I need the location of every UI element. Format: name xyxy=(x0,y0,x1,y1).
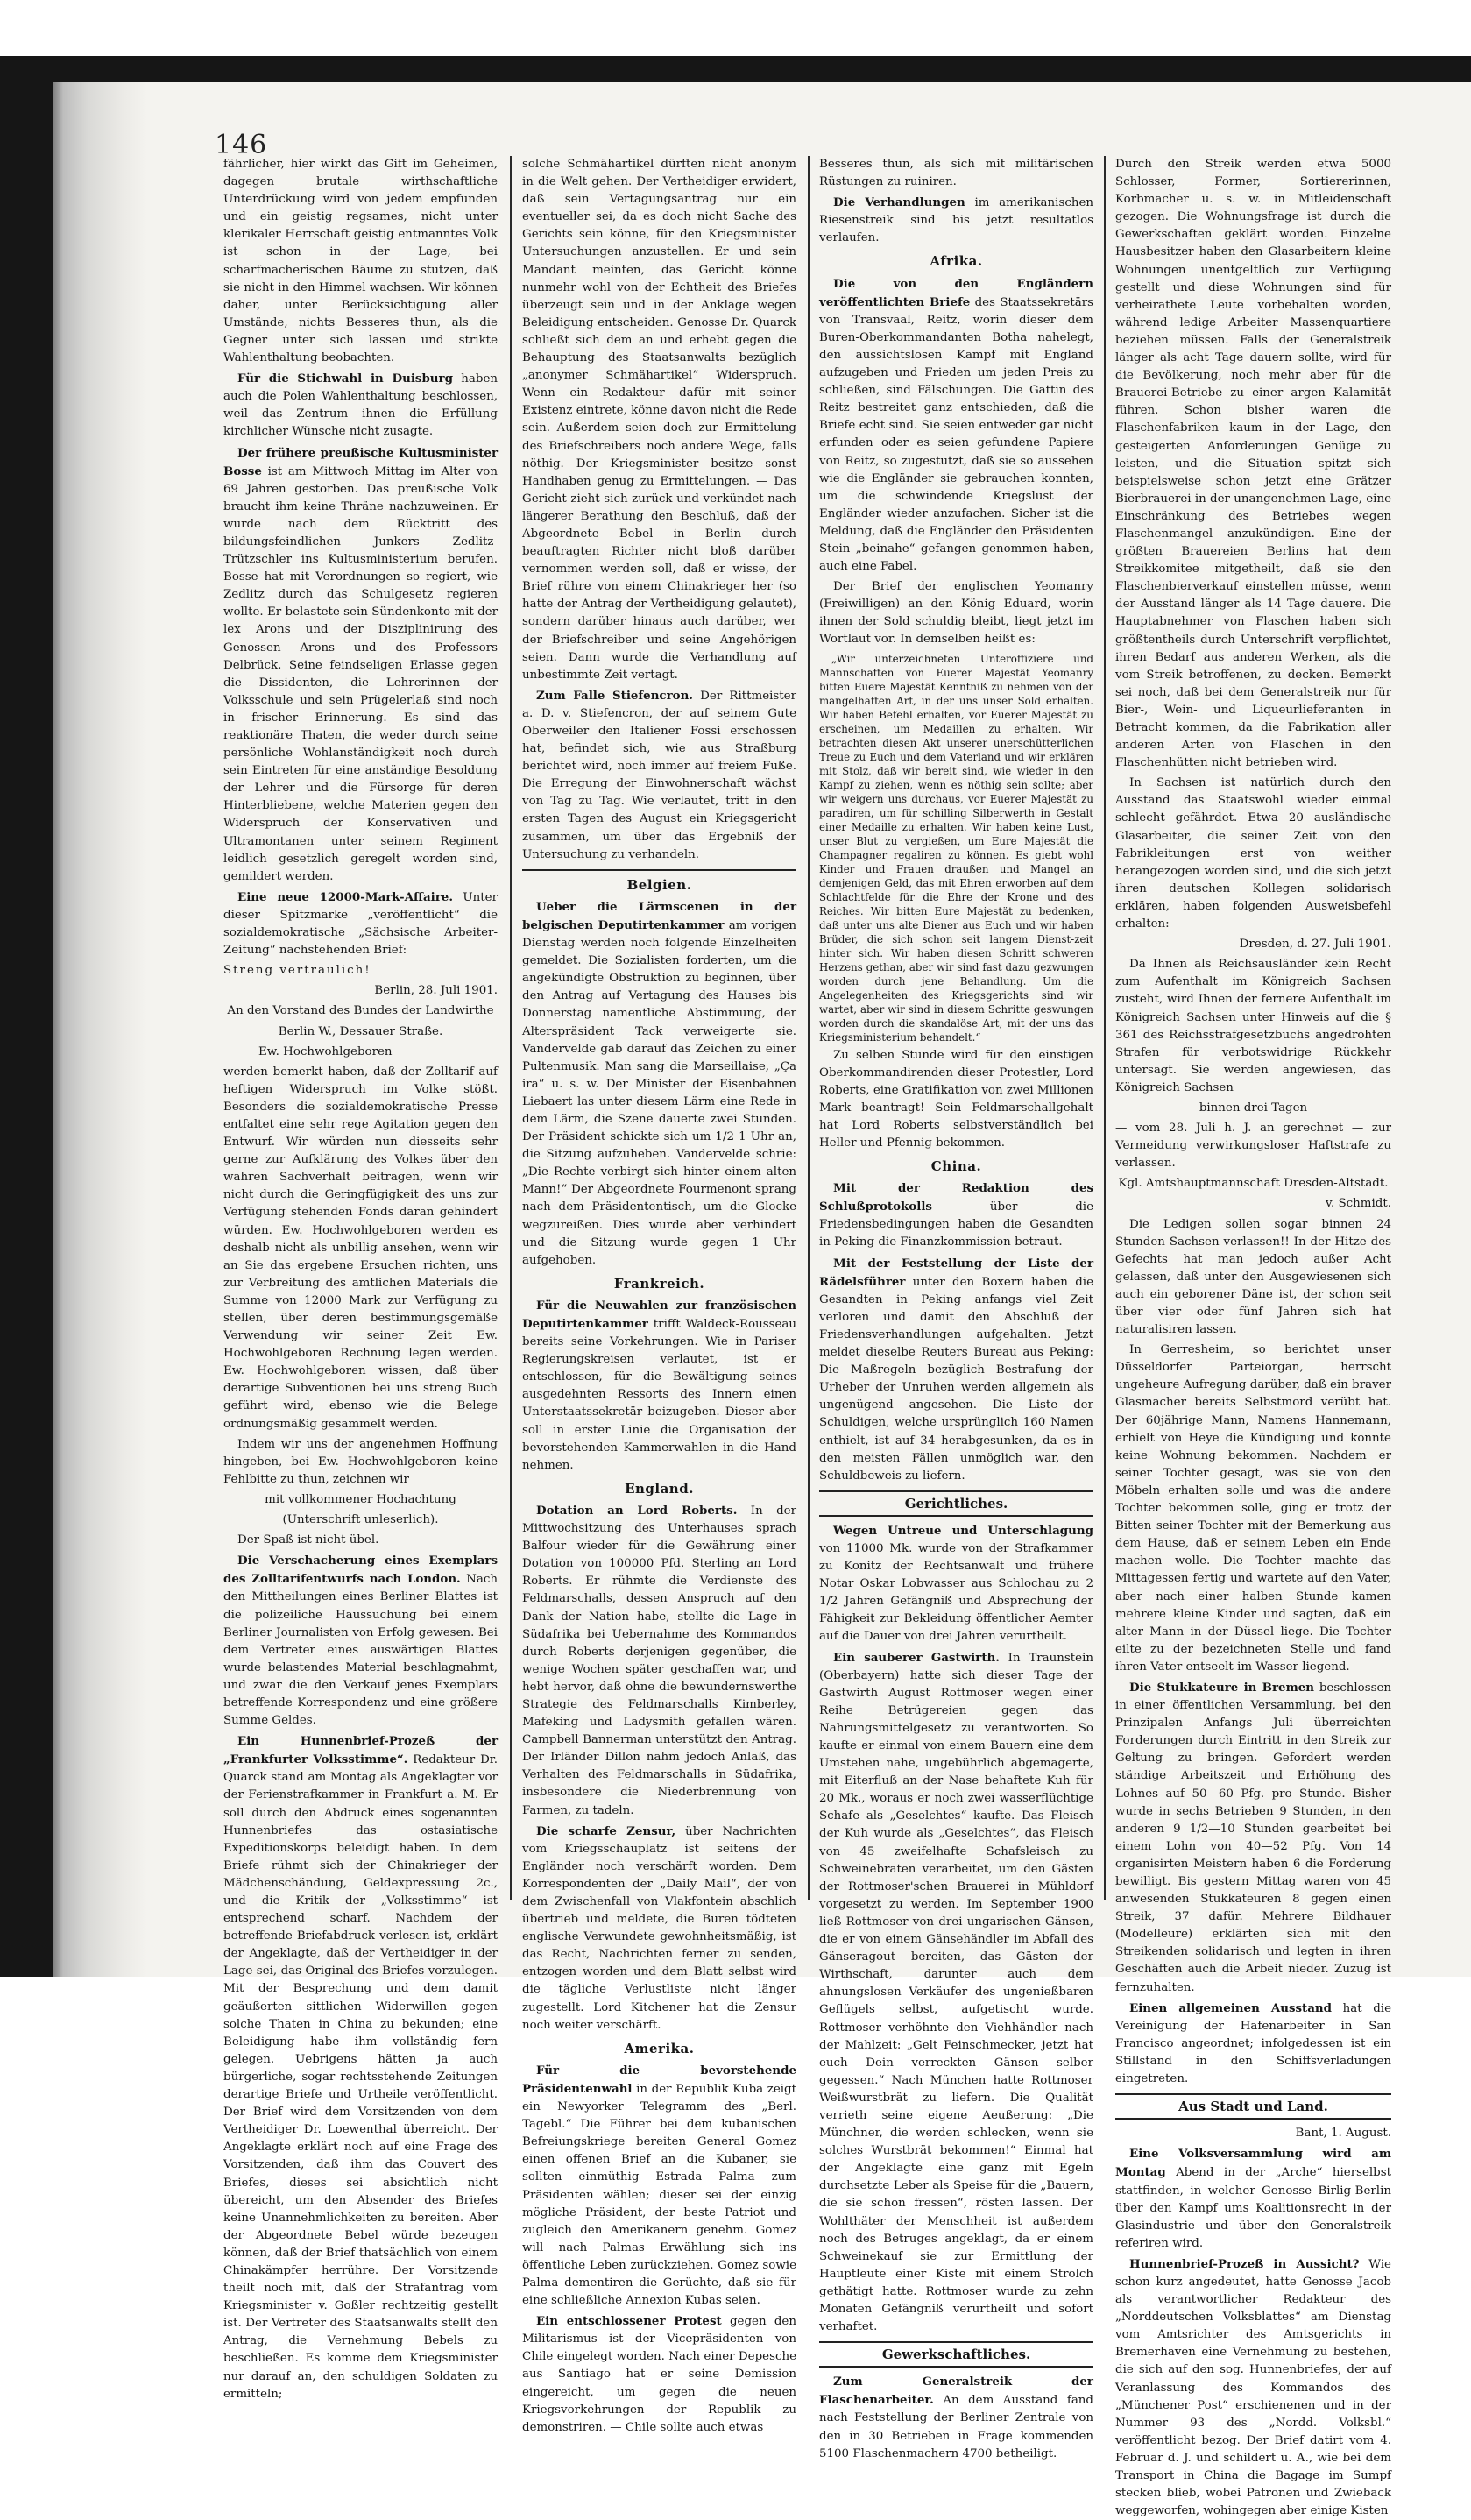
section-rule xyxy=(522,869,796,871)
article-lead: Mit der Feststellung der Liste der Rädelsführer xyxy=(819,1256,1093,1289)
letter-salutation: Ew. Hochwohlgeboren xyxy=(258,1044,393,1058)
section-heading-afrika: Afrika. xyxy=(930,253,983,270)
article-text: In der Mittwochsitzung des Unterhauses sprach Balfour wieder für die Gewährung einer Dotation von 100000 Pfd. Sterling an Lord Roberts. Er rühmte die Verdienste des Feldmarschalls, dessen Anspruch auf den Dank der Nation habe, stellte die Lage in Südafrika bei Uebernahme des Kommandos durch Roberts derjenigen gegenüber, die wenige Wochen später geschaffen war, und hebt hervor, daß ohne die bewundernswerthe Strategie des Feldmarschalls Kimberley, Mafeking und Ladysmith gefallen wären. Campbell Bannerman unterstützt den Antrag. Der Irländer Dillon nahm jedoch Anlaß, das Verhalten des Feldmarschalls in Südafrika, insbesondere die Niederbrennung von Farmen, zu tadeln. xyxy=(522,1504,797,1817)
local-dateline: Bant, 1. August. xyxy=(1295,2127,1391,2141)
paragraph: Zu selben Stunde wird für den einstigen Oberkommandirenden dieser Protestler, Lord Roberts, eine Gratifikation von zwei Millionen Mark beantragt! Sein Feldmarschallgehalt hat Lord Roberts selbstverständlich bei Heller und Pfennig bekommen. xyxy=(819,1048,1093,1150)
article-text: In Traunstein (Oberbayern) hatte sich dieser Tage der Gastwirth August Rottmoser wegen einer Reihe Betrügereien gegen das Nahrungsmittelgesetz zu verantworten. So kaufte er einmal von einem Bauern eine dem Umstehen nahe, ungebührlich abgemagerte, mit Eiterfluß an der Nase behaftete Kuh für 20 Mk., woraus er noch zwei wasserflüchtige Schafe als „Geselchtes“ kaufte. Das Fleisch der Kuh wurde als „Geselchtes“, das Fleisch von 45 zweifelhafte Schafsleisch zu Schweinebraten verarbeitet, um den Gästen der Rottmoser'schen Brauerei in Mühldorf vorgesetzt zu werden. Im September 1900 ließ Rottmoser von drei ungarischen Gänsen, die er von einem Gänsehändler im Abfall des Gänseragout bereiten, das Gästen der Wirthschaft, darunter auch dem ahnungslosen Verkäufer des ungenießbaren Geflügels selbst, aufgetischt wurde. Rottmoser verhöhnte den Viehhändler nach der Mahlzeit: „Gelt Feinschmecker, jetzt hat euch Dein verreckten Gänsen selber gegessen.“ Nach München hatte Rottmoser Weißwurstbrät zu liefern. Die Qualität verrieth seine eigene Aeußerung: „Die Münchner, die werden schlecken, wenn sie solches Wurstbrät bekommen!“ Einmal hat der Angeklagte eine ganz mit Egeln durchsetzte Leber als Speise für die „Bauern, die sie schon fressen“, rösten lassen. Der Wohlthäter der Menschheit ist außerdem noch des Betruges angeklagt, da er einem Schweinekauf sie zur Ermittlung der Hauptleute einer Kiste mit einem Strolch gethätigt hatte. Rottmoser wurde zu zehn Monaten Gefängniß verurtheilt und sofort verhaftet. xyxy=(819,1651,1093,2334)
article-lead: Zum Generalstreik der Flaschenarbeiter. xyxy=(819,2375,1093,2408)
paragraph: Besseres thun, als sich mit militärischen Rüstungen zu ruiniren. xyxy=(819,158,1093,189)
page-number: 146 xyxy=(215,130,268,160)
letter-body: werden bemerkt haben, daß der Zolltarif auf heftigen Widerspruch im Volke stößt. Besonders die sozialdemokratische Presse entfaltet eine sehr rege Agitation gegen den Entwurf. Wir würden nun diesseits sehr gerne zur Aufklärung des Volkes über den wahren Sachverhalt beitragen, wenn wir nicht durch die Geringfügigkeit des uns zur Verfügung stehenden Fonds daran gehindert würden. Ew. Hochwohlgeboren werden es deshalb nicht als unbillig ansehen, wenn wir an Sie das ergebene Ersuchen richten, uns zur Verbreitung des amtlichen Materials die Summe von 12000 Mark zur Verfügung zu stellen, über deren bestimmungsgemäße Verwendung wir seiner Zeit Ew. Hochwohlgeboren Rechnung legen werden. Ew. Hochwohlgeboren wissen, daß über derartige Subventionen bei uns streng Buch geführt wird, ebenso wie die Belege ordnungsmäßig gesammelt werden. xyxy=(223,1065,498,1431)
section-heading-china: China. xyxy=(930,1158,982,1175)
article-schlussprotokoll xyxy=(819,1179,1093,1251)
column-3 xyxy=(819,156,1093,2460)
letter-closing: Indem wir uns der angenehmen Hoffnung hingeben, bei Ew. Hochwohlgeboren keine Fehlbitte zu thun, zeichnen wir xyxy=(223,1437,498,1486)
paragraph: In Sachsen ist natürlich durch den Ausstand das Staatswohl wieder einmal schlecht gefährdet. Etwa 20 ausländische Glasarbeiter, die seiner Zeit von den Fabrikleitungen erst von weither herangezogen worden sind, und die sich jetzt ihren deutschen Kollegen solidarisch erklären, haben folgenden Ausweisbefehl erhalten: xyxy=(1115,776,1391,931)
article-text: haben auch die Polen Wahlenthaltung beschlossen, weil das Zentrum ihnen die Erfüllung kirchlicher Wünsche nicht zusagte. xyxy=(223,372,498,439)
article-kuba xyxy=(522,2062,796,2310)
section-heading-gerichtliches: Gerichtliches. xyxy=(819,1490,1093,1517)
letter-address: An den Vorstand des Bundes der Landwirthe xyxy=(227,1004,494,1018)
column-2 xyxy=(522,156,797,2434)
scan-border-top xyxy=(0,56,1471,82)
article-bosse xyxy=(223,444,498,886)
article-text: trifft Waldeck-Rousseau bereits seine Vorkehrungen. Wie in Pariser Regierungskreisen verlautet, ist er entschlossen, für die Bewältigung seines ausgedehnten Ressorts des Innern einen Unterstaatssekretär beizugeben. Dieser aber soll in erster Linie die Organisation der bevorstehenden Kammerwahlen in die Hand nehmen. xyxy=(522,1318,796,1472)
section-heading-england: England. xyxy=(625,1480,694,1497)
article-hafenarbeiter xyxy=(1115,2000,1391,2088)
article-lead: Die Verhandlungen xyxy=(833,195,965,210)
article-lead: Eine Volksversammlung wird am Montag xyxy=(1115,2147,1391,2180)
article-reitz-briefe xyxy=(819,275,1093,577)
article-stiefencron xyxy=(522,687,796,864)
article-generalstreik xyxy=(819,2373,1093,2462)
article-lead: Hunnenbrief-Prozeß in Aussicht? xyxy=(1129,2256,1360,2271)
article-gastwirth xyxy=(819,1649,1093,2337)
article-text: An dem Ausstand fand nach Feststellung der Berliner Zentrale von den in 30 Betrieben in Frage kommenden 5100 Flaschenmachern 4700 betheiligt. xyxy=(819,2394,1093,2460)
section-heading-frankreich: Frankreich. xyxy=(613,1275,705,1292)
article-frankreich xyxy=(522,1297,796,1475)
article-lead: Mit der Redaktion des Schlußprotokolls xyxy=(819,1181,1093,1214)
article-text: unter den Boxern haben die Gesandten in Peking anfangs viel Zeit verloren und damit den Abschluß der Friedensverhandlungen aufgehalten. Jetzt meldet dieselbe Reuters Bureau aus Peking: Die Maßregeln bezüglich Bestrafung der Urheber der Unruhen werden allgemein als ungenügend angesehen. Die Liste der Schuldigen, welche ursprünglich 160 Namen enthielt, ist auf 34 herabgesunken, da es in den meisten Fällen unmöglich war, den Schuldbeweis zu liefern. xyxy=(819,1275,1093,1483)
article-text: ist am Mittwoch Mittag im Alter von 69 Jahren gestorben. Das preußische Volk braucht ihm keine Thräne nachzuweinen. Er wurde nach dem Rücktritt des bildungsfeindlichen Junkers Zedlitz-Trützschler ins Kultusministerium berufen. Bosse hat mit Verordnungen so regiert, wie Zedlitz durch das Schulgesetz regieren wollte. Er belastete sein Sündenkonto mit der lex Arons und der Disziplinirung des Genossen Arons und des Professors Delbrück. Seine feindseligen Erlasse gegen die Dissidenten, die Lehrerinnen der Volksschule und sein Prügelerlaß sind noch in frischer Erinnerung. Es sind das reaktionäre Thaten, die weder durch seine persönliche Wohlanständigkeit noch durch sein Eintreten für eine anständige Besoldung der Lehrer und die Fürsorge für deren Hinterbliebene, welche Materien gegen den Widerspruch der Konservativen und Ultramontanen unter seinem Regiment leidlich gesetzlich geregelt worden sind, gemildert werden. xyxy=(223,464,498,883)
article-text: Unter dieser Spitzmarke „veröffentlicht“ die sozialdemokratische „Sächsische Arbeiter-Zeitung“ nachstehenden Brief: xyxy=(223,890,498,958)
article-text: Der Rittmeister a. D. v. Stiefencron, der auf seinem Gute Oberweiler den Italiener Fossi erschossen hat, befindet sich, wie aus Straßburg berichtet wird, noch immer auf freiem Fuße. Die Erregung der Einwohnerschaft wächst von Tag zu Tag. Wie verlautet, tritt in den ersten Tagen des August ein Kriegsgericht zusammen, um über das Ergebniß der Untersuchung zu verhandeln. xyxy=(522,689,796,861)
article-lead: Einen allgemeinen Ausstand xyxy=(1129,2000,1332,2015)
article-text: in der Republik Kuba zeigt ein Newyorker Telegramm des „Berl. Tagebl.“ Die Führer bei dem kubanischen Befreiungskriege bereiten General Gomez einen offenen Brief an die Kubaner, sie sollten einmüthig Estrada Palma zum Präsidenten wählen; dieser sei der einzig mögliche Präsident, der beste Patriot und zugleich den Amerikanern genehm. Gomez will nach Palmas Erwählung sich ins öffentliche Leben zurückziehen. Gomez sowie Palma dementiren die Gerüchte, daß sie für eine schließliche Annexion Kubas seien. xyxy=(522,2082,796,2308)
article-lead: Eine neue 12000-Mark-Affaire. xyxy=(237,889,453,904)
article-text: Redakteur Dr. Quarck stand am Montag als Angeklagter vor der Ferienstrafkammer in Frankfurt a. M. Er soll durch den Abdruck eines sogenannten Hunnenbriefes das ostasiatische Expeditionskorps beleidigt haben. In dem Briefe rühmt sich der Chinakrieger der Mädchenschändung, Geldexpressung 2c., und die Kritik der „Volksstimme“ ist entsprechend scharf. Nachdem der betreffende Briefabdruck verlesen ist, erklärt der Angeklagte, daß der Vertheidiger in der Lage sei, das Original des Briefes vorzulegen. Mit der Besprechung und dem damit geäußerten sittlichen Widerwillen gegen solche Thaten in China zu bekunden; eine Beleidigung habe ihm vollständig fern gelegen. Uebrigens hätten ja auch bürgerliche, sogar rechtsstehende Zeitungen derartige Briefe und Urtheile veröffentlicht. Der Brief wird dem Vorsitzenden von dem Vertheidiger Dr. Loewenthal überreicht. Der Angeklagte erklärt noch auf eine Frage des Vorsitzenden, daß ihm das Couvert des Briefes, dieses sei absichtlich nicht übereicht, um den Absender des Briefes keine Unannehmlichkeiten zu bereiten. Aber der Abgeordnete Bebel würde bezeugen können, daß der Brief thatsächlich von einem Chinakämpfer herrühre. Der Vorsitzende theilt noch mit, daß der Strafantrag vom Kriegsminister v. Goßler rechtzeitig gestellt ist. Der Vertreter des Staatsanwalts stellt den Antrag, die Vernehmung Bebels zu beschließen. Es komme dem Kriegsminister nur darauf an, den schuldigen Soldaten zu ermitteln; xyxy=(223,1753,498,2401)
paragraph: fährlicher, hier wirkt das Gift im Geheimen, dagegen brutale wirthschaftliche Unterdrückung wird von jedem empfunden und ein geistig regsames, nicht unter klerikaler Herrschaft geistig entmanntes Volk ist schon in der Lage, bei scharfmacherischen Bäume zu stutzen, daß sie nicht in den Himmel wachsen. Wir können daher, unter Berücksichtigung aller Umstände, nichts Besseres thun, als die Gegner unter sich lassen und strikte Wahlenthaltung beobachten. xyxy=(223,158,498,365)
article-volksversammlung xyxy=(1115,2145,1391,2253)
order-authority: Kgl. Amtshauptmannschaft Dresden-Altstadt. xyxy=(1118,1177,1389,1191)
article-text: des Staatssekretärs von Transvaal, Reitz, worin dieser dem Buren-Oberkommandanten Botha nahelegt, den aussichtslosen Kampf mit England aufzugeben und Frieden um jeden Preis zu schließen, sind Fälschungen. Die Gattin des Reitz bestreitet ganz entschieden, daß die Briefe echt sind. Sie seien entweder gar nicht erfunden oder es seien gefundene Papiere von Reitz, so zugestutzt, daß sie so aussehen wie die Engländer sie gebrauchen konnten, um die schwindende Kriegslust der Engländer wieder anzufachen. Sicher ist die Meldung, daß die Engländer den Präsidenten Stein „beinahe“ gefangen genommen haben, auch eine Fabel. xyxy=(819,295,1093,574)
article-12000-mark xyxy=(223,888,498,959)
section-heading-belgien: Belgien. xyxy=(626,876,692,893)
article-lead: Dotation an Lord Roberts. xyxy=(536,1503,738,1518)
scan-border-left xyxy=(0,56,53,1977)
article-untreue xyxy=(819,1522,1093,1646)
article-roberts xyxy=(522,1502,796,1820)
article-stukkateure xyxy=(1115,1679,1391,1997)
article-text: von 11000 Mk. wurde von der Strafkammer zu Konitz der Rechtsanwalt und frühere Notar Oskar Lobwasser aus Schlochau zu 2 1/2 Jahren Gefängniß und Absprechung der Fähigkeit zur Bekleidung öffentlicher Aemter auf die Dauer von drei Jahren verurtheilt. xyxy=(819,1541,1093,1644)
column-4 xyxy=(1115,156,1391,2518)
article-lead: Ueber die Lärmscenen in der belgischen Deputirtenkammer xyxy=(522,899,796,932)
section-heading-gewerkschaftliches: Gewerkschaftliches. xyxy=(819,2341,1093,2368)
paragraph: Durch den Streik werden etwa 5000 Schlosser, Former, Sortiererinnen, Korbmacher u. s. w. in Mitleidenschaft gezogen. Die Wohnungsfrage ist durch die Gewerkschaften geklärt worden. Einzelne Hausbesitzer haben den Glasarbeitern kleine Wohnungen unentgeltlich zur Verfügung gestellt und diese Wohnungen sind für verheirathete Leute vorbehalten worden, während ledige Arbeiter Massenquartiere beziehen müssen. Falls der Generalstreik länger als acht Tage dauern sollte, wird für die Bevölkerung, noch mehr aber für die Brauerei-Betriebe zu einer argen Kalamität führen. Schon bisher waren die Flaschenfabriken kaum in der Lage, den gesteigerten Anforderungen Genüge zu leisten, und die Situation spitzt sich beispielsweise schon jetzt eine Grätzer Bierbrauerei in der unangenehmen Lage, eine Einschränkung des Betriebes wegen Flaschenmangel anzukündigen. Eine der größten Brauereien Berlins hat dem Streikkomitee mitgetheilt, daß sie den Flaschenbierverkauf einstellen müsse, wenn der Ausstand länger als 14 Tage dauere. Die Hauptabnehmer von Flaschen haben sich größtentheils durch Unterschrift verpflichtet, ihren Bedarf aus anderen Werken, als die vom Streik betroffenen, zu decken. Bemerkt sei noch, daß bei dem Generalstreik nur für Bier-, Wein- und Liqueurlieferanten in Betracht kommen, da die Fabrikation aller anderen Arten von Flaschen in den Flaschenhütten nicht betrieben wird. xyxy=(1115,158,1391,770)
article-text: am vorigen Dienstag werden noch folgende Einzelheiten gemeldet. Die Sozialisten forderten, um die angekündigte Obstruktion zu beginnen, über den Antrag auf Vertagung des Hauses bis Donnerstag namentliche Abstimmung, der Alterspräsident Tack verweigerte sie. Vandervelde gab darauf das Zeichen zu einer Pultenmusik. Man sang die Marseillaise, „Ça ira“ u. s. w. Der Minister der Eisenbahnen Liebaert las unter diesem Lärm eine Rede in dem Lärm, die Szene dauerte zwei Stunden. Der Präsident schickte sich um 1/2 1 Uhr an, die Sitzung aufzuheben. Vandervelde schrie: „Die Rechte verbirgt sich hinter einem alten Mann!“ Der Abgeordnete Fourmenont sprang nach dem Präsidententisch, um die Glocke wegzureißen. Dies wurde aber verhindert und die Sitzung wurde gegen 1 Uhr aufgehoben. xyxy=(522,918,796,1267)
letter-dateline: Berlin, 28. Juli 1901. xyxy=(374,984,498,998)
article-text: Abend in der „Arche“ hierselbst stattfinden, in welcher Genosse Birlig-Berlin über den Kampf ums Koalitionsrecht in der Glasindustrie und über den Generalstreik referiren wird. xyxy=(1115,2166,1391,2250)
article-duisburg xyxy=(223,370,498,441)
article-text: Wie schon kurz angedeutet, hatte Genosse Jacob als verantwortlicher Redakteur des „Norddeutschen Volksblattes“ am Dienstag vom Amtsrichter des Amtsgerichts in Bremerhaven eine Vernehmung zu bestehen, die sich auf den sog. Hunnenbriefes, der auf Veranlassung des Kommandos des „Münchener Post“ erschienenen und in der Nummer 93 des „Nordd. Volksbl.“ veröffentlicht bezog. Der Brief datirt vom 4. Februar d. J. und schildert u. A., wie bei dem Transport in China die Bagage im Sumpf stecken blieb, wobei Patronen und Zwieback weggeworfen, wohingegen aber einige Kisten xyxy=(1115,2257,1391,2518)
article-text: beschlossen in einer öffentlichen Versammlung, bei den Prinzipalen Anfangs Juli überreichten Forderungen durch Eintritt in den Streik zur Geltung zu bringen. Gefordert werden ständige Arbeitszeit und Erhöhung des Lohnes auf 50—60 Pfg. pro Stunde. Bisher wurde in sechs Betrieben 9 Stunden, in den anderen 9 1/2—10 Stunden gearbeitet bei einem Lohn von 40—52 Pfg. Von 14 organisirten Meistern haben 6 die Forderung bewilligt. Bis gestern Mittag waren von 45 anwesenden Stukkateuren 8 gegen einen Streik, 37 dafür. Mehrere Bildhauer (Modelleure) erklärten sich mit den Streikenden solidarisch und legten in ihren Geschäften auch die Arbeit nieder. Zuzug ist fernzuhalten. xyxy=(1115,1681,1391,1994)
order-deadline: binnen drei Tagen xyxy=(1199,1101,1308,1115)
column-1 xyxy=(223,156,498,2401)
article-lead: Für die bevorstehende Präsidentenwahl xyxy=(522,2063,796,2096)
section-heading-stadt-land: Aus Stadt und Land. xyxy=(1115,2093,1391,2120)
article-belgien xyxy=(522,898,796,1270)
article-lead: Die Verschacherung eines Exemplars des Zolltarifentwurfs nach London. xyxy=(223,1554,498,1587)
article-lead: Der frühere preußische Kultusminister Bosse xyxy=(223,445,498,478)
paragraph: Der Spaß ist nicht übel. xyxy=(237,1533,379,1547)
article-chile xyxy=(522,2312,796,2437)
article-lead: Für die Neuwahlen zur französischen Deputirtenkammer xyxy=(522,1298,796,1331)
article-lead: Ein Hunnenbrief-Prozeß der „Frankfurter Volksstimme“. xyxy=(223,1734,498,1767)
article-lead: Die scharfe Zensur, xyxy=(536,1823,676,1838)
article-riesenstreik xyxy=(819,194,1093,247)
binding-shadow xyxy=(53,82,147,1977)
article-text: im amerikanischen Riesenstreik sind bis jetzt resultatlos verlaufen. xyxy=(819,196,1093,245)
article-lead: Für die Stichwahl in Duisburg xyxy=(237,372,453,386)
column-rule xyxy=(1104,156,1106,1900)
column-rule xyxy=(808,156,810,1900)
letter-signature: mit vollkommener Hochachtung xyxy=(265,1492,456,1506)
section-heading-amerika: Amerika. xyxy=(624,2040,695,2056)
article-zensur xyxy=(522,1823,796,2035)
order-deadline-detail: — vom 28. Juli h. J. an gerechnet — zur Vermeidung verwirkungsloser Haftstrafe zu verlassen. xyxy=(1115,1122,1391,1171)
article-text: hat die Vereinigung der Hafenarbeiter in San Francisco angeordnet; infolgedessen ist ein Stillstand in den Schiffsverladungen eingetreten. xyxy=(1115,2001,1391,2086)
article-lead: Wegen Untreue und Unterschlagung xyxy=(833,1523,1093,1538)
article-lead: Die von den Engländern veröffentlichten Briefe xyxy=(819,276,1093,309)
article-text: über Nachrichten vom Kriegsschauplatz ist seitens der Engländer noch verschärft worden. Dem Korrespondenten der „Daily Mail“, der von dem Zwischenfall von Vlakfontein abschlich übertrieb und meldete, die Buren tödteten englische Verwundete gewohnheitsmäßig, ist das Recht, Nachrichten ferner zu senden, entzogen worden und dem Blatt selbst wird die tägliche Verlustliste nicht länger zugestellt. Lord Kitchener hat die Zensur noch weiter verschärft. xyxy=(522,1824,797,2032)
article-lead: Zum Falle Stiefencron. xyxy=(536,688,693,703)
letter-address: Berlin W., Dessauer Straße. xyxy=(278,1024,443,1038)
paragraph: Der Brief der englischen Yeomanry (Freiwilligen) an den König Eduard, worin ihnen der Sold schuldig bleibt, liegt jetzt im Wortlaut vor. In demselben heißt es: xyxy=(819,580,1093,647)
order-dateline: Dresden, d. 27. Juli 1901. xyxy=(1239,938,1391,952)
paragraph: solche Schmähartikel dürften nicht anonym in die Welt gehen. Der Vertheidiger erwidert, daß sein Vertagungsantrag nur ein eventueller sei, da es doch nicht Sache des Gerichts sein könne, für den Kriegsminister Untersuchungen anzustellen. Er und sein Mandant meinten, das Gericht könne nunmehr wohl von der Echtheit des Briefes überzeugt sein und in der Anklage wegen Beleidigung entscheiden. Genosse Dr. Quarck schließt sich dem an und erhebt gegen die Behauptung des Staatsanwalts bezüglich „anonymer Schmähartikel“ Widerspruch. Wenn ein Redakteur dafür mit seiner Existenz eintrete, könne davon nicht die Rede sein. Außerdem seien doch zur Ermittelung des Briefschreibers noch andere Wege, falls nöthig. Der Kriegsminister besitze sonst Handhaben genug zu Ermittelungen. — Das Gericht zieht sich zurück und verkündet nach längerer Berathung den Beschluß, daß der Abgeordnete Bebel in Berlin durch beauftragten Richter nicht bloß darüber vernommen werden soll, daß er wisse, der Brief rühre von einem Chinakrieger her (so hatte der Antrag der Vertheidigung gelautet), sondern darüber hinaus auch darüber, wer der Briefschreiber und seine Angehörigen seien. Dann wurde die Verhandlung auf unbestimmte Zeit vertagt. xyxy=(522,158,796,682)
article-zolltarif xyxy=(223,1552,498,1730)
letter-confidential: Streng vertraulich! xyxy=(223,964,371,978)
article-lead: Die Stukkateure in Bremen xyxy=(1129,1680,1314,1695)
paragraph: In Gerresheim, so berichtet unser Düsseldorfer Parteiorgan, herrscht ungeheure Aufregung darüber, daß ein braver Glasmacher bereits Selbstmord verübt hat. Der 60jährige Mann, Namens Hannemann, erhielt von Heye die Kündigung und konnte keine Wohnung bekommen. Nachdem er seiner Tochter gesagt, was sie von den Möbeln erhalten solle und was die andere Tochter bekommen solle, ging er trotz der Bitten seiner Tochter mit der Bemerkung aus dem Hause, daß er seinem Leben ein Ende machen wolle. Die Tochter machte das Mittagessen fertig und wartete auf den Vater, aber nach einer halben Stunde kamen mehrere kleine Kinder und sagten, daß ein alter Mann in der Düssel liege. Die Tochter eilte zu der bezeichneten Stelle und fand ihren Vater entseelt im Wasser liegend. xyxy=(1115,1343,1391,1674)
article-lead: Ein sauberer Gastwirth. xyxy=(833,1650,1000,1665)
article-text: Nach den Mittheilungen eines Berliner Blattes ist die polizeiliche Haussuchung bei einem Berliner Journalisten von Erfolg gewesen. Bei dem Vertreter eines auswärtigen Blattes wurde belastendes Material beschlagnahmt, und zwar die den Verkauf jenes Exemplars betreffende Korrespondenz und eine größere Summe Geldes. xyxy=(223,1573,498,1728)
article-hunnenbrief xyxy=(223,1732,498,2403)
column-rule xyxy=(510,156,512,1900)
article-hunnenbrief-prozess xyxy=(1115,2255,1391,2520)
paragraph: Die Ledigen sollen sogar binnen 24 Stunden Sachsen verlassen!! In der Hitze des Gefechts hat man jedoch außer Acht gelassen, daß unter den Ausgewiesenen sich auch ein geborener Däne ist, der schon seit über vier oder fünf Jahren sich hat naturalisiren lassen. xyxy=(1115,1217,1391,1337)
article-lead: Ein entschlossener Protest xyxy=(536,2314,722,2329)
quoted-letter: „Wir unterzeichneten Unteroffiziere und Mannschaften von Euerer Majestät Yeomanry bitten Euere Majestät Kenntniß zu nehmen von der mangelhaften Art, in der uns unser Sold erhalten. Wir haben Befehl erhalten, vor Euerer Majestät zu erscheinen, um Medaillen zu erhalten. Wir betrachten diesen Akt unserer unerschütterlichen Treue zu Euch und dem Vaterland und wir erklären mit Stolz, daß wir bereit sind, wie wieder in den Kampf zu ziehen, wenn es nöthig sein sollte; aber wir weigern uns durchaus, vor Euerer Majestät zu paradiren, um für schilling Silberwerth in Gestalt einer Medaille zu erhalten. Wir haben keine Lust, unser Blut zu vergießen, um Eure Majestät die Champagner regaliren zu können. Es giebt wohl Kinder und Frauen draußen und Mangel an demjenigen Geld, das mit Ehren erworben auf dem Schlachtfelde für die Ehre der Krone und des Reiches. Wir bitten Eure Majestät zu bedenken, daß unter uns alte Diener aus Euch und wir haben Brüder, die sich schon seit langem Dienst-zeit hinter sich. Wir haben diesen Schritt schweren Herzens gethan, aber wir sind fast dazu gezwungen worden durch jene Behandlung. Um die Angelegenheiten des Kriegsgerichts sind wir wartet, aber wir sind in diesem Schritte geswungen worden durch die skandalöse Art, mit der uns das Kriegsministerium behandelt.“ xyxy=(819,652,1093,1044)
order-signer: v. Schmidt. xyxy=(1326,1197,1391,1211)
letter-signature: (Unterschrift unleserlich). xyxy=(282,1513,439,1527)
order-body: Da Ihnen als Reichsausländer kein Recht zum Aufenthalt im Königreich Sachsen zusteht, wird Ihnen der fernere Aufenthalt im Königreich Sachsen unter Hinweis auf die § 361 des Reichsstrafgesetzbuchs angedrohten Strafen für verbotswidrige Rückkehr untersagt. Sie werden angewiesen, das Königreich Sachsen xyxy=(1115,958,1391,1094)
article-text: über die Friedensbedingungen haben die Gesandten in Peking die Finanzkommission betraut. xyxy=(819,1200,1093,1249)
article-text: gegen den Militarismus ist der Vicepräsidenten von Chile eingelegt worden. Nach einer Depesche aus Santiago hat er seine Demission eingereicht, um gegen die neuen Kriegsvorkehrungen der Republik zu demonstriren. — Chile sollte auch etwas xyxy=(522,2315,796,2434)
article-raedelsfuehrer xyxy=(819,1255,1093,1485)
